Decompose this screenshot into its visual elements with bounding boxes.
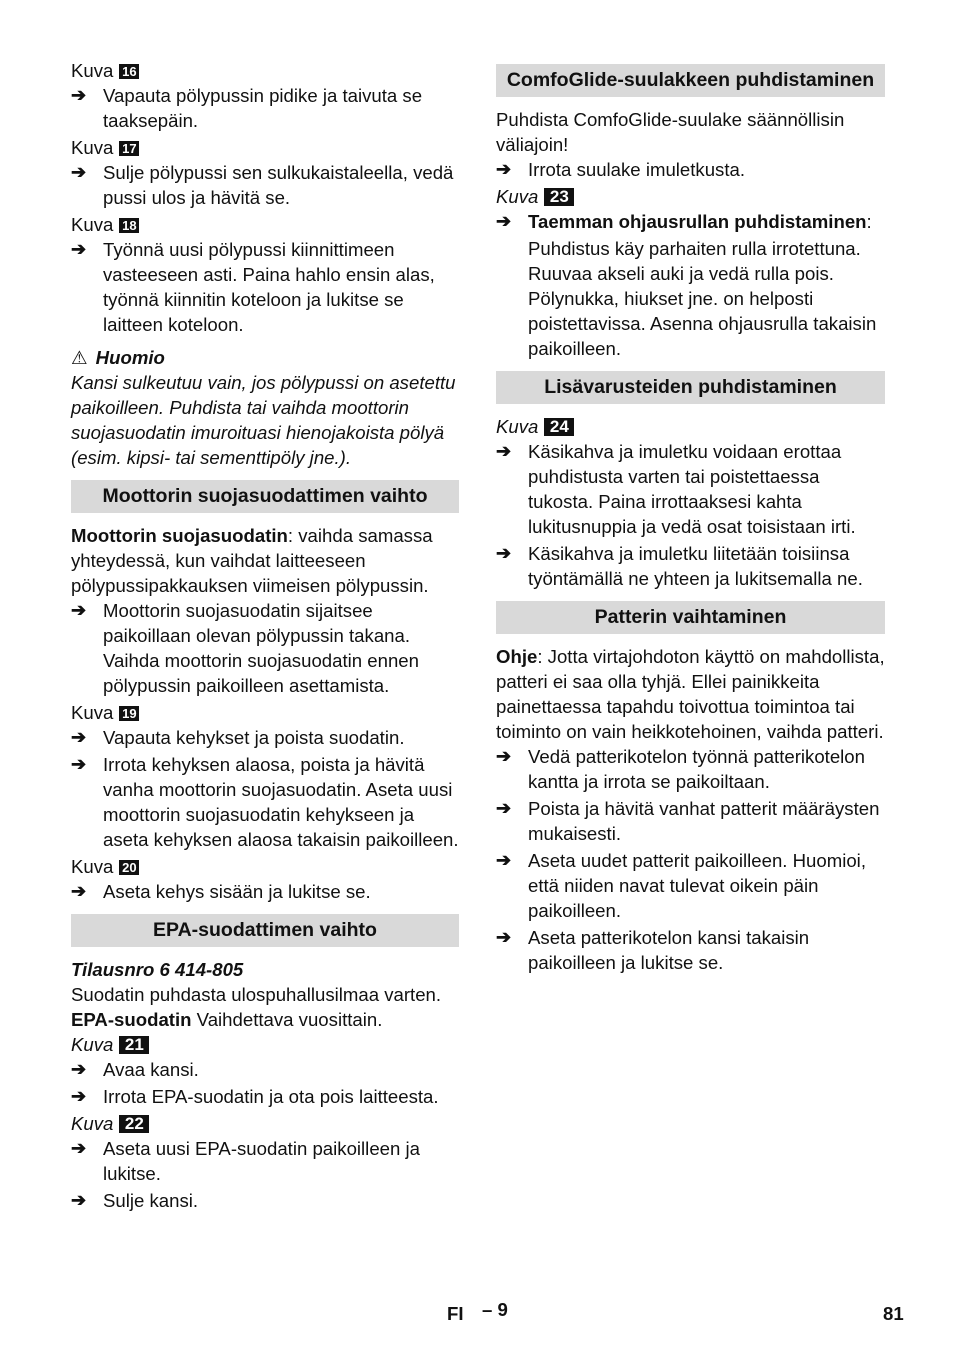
arrow-icon: ➔: [71, 239, 87, 259]
order-number: Tilausnro 6 414-805: [71, 959, 244, 980]
arrow-icon: ➔: [71, 162, 87, 182]
arrow-icon: ➔: [496, 798, 512, 818]
section-heading-epa-filter: EPA-suodattimen vaihto: [71, 914, 459, 947]
list-item: ➔ Vapauta pölypussin pidike ja taivuta se taaksepäin.: [71, 85, 423, 131]
comfoglide-intro: Puhdista ComfoGlide-suulake säännöllisin väliajoin!: [496, 109, 845, 155]
list-item: ➔ Irrota EPA-suodatin ja ota pois laitteesta.: [71, 1086, 439, 1107]
list-item: ➔ Käsikahva ja imuletku voidaan erottaa puhdistusta varten tai poistettaessa tukosta. Paina irrottaaksesi kahta lukitusnuppia ja vedä osat toisistaan irti.: [496, 441, 856, 537]
right-column: [496, 58, 885, 977]
arrow-icon: ➔: [496, 543, 512, 563]
figure-ref-22: Kuva 22: [71, 1111, 459, 1136]
section-heading-battery: Patterin vaihtaminen: [496, 601, 885, 634]
roller-cleaning-text: Puhdistus käy parhaiten rulla irrotettuna. Ruuvaa akseli auki ja vedä rulla pois. Pölynukka, hiukset jne. on helposti poistettavissa. Asenna ohjausrulla takaisin paikoilleen.: [528, 238, 877, 359]
arrow-icon: ➔: [496, 441, 512, 461]
list-item: ➔ Irrota kehyksen alaosa, poista ja hävitä vanha moottorin suojasuodatin. Aseta uusi moottorin suojasuodatin kehykseen ja aseta kehyksen alaosa takaisin paikoilleen.: [71, 754, 459, 850]
list-item: ➔ Käsikahva ja imuletku liitetään toisiinsa työntämällä ne yhteen ja lukitsemalla ne.: [496, 543, 863, 589]
arrow-icon: ➔: [71, 1059, 87, 1079]
list-item: ➔ Irrota suulake imuletkusta.: [496, 159, 746, 180]
figure-ref-17: Kuva 17: [71, 135, 459, 160]
list-item: ➔ Moottorin suojasuodatin sijaitsee paikoillaan olevan pölypussin takana. Vaihda moottorin suojasuodatin ennen pölypussin paikoilleen asettamista.: [71, 600, 419, 696]
figure-ref-20: Kuva 20: [71, 854, 459, 879]
section-heading-motor-filter: Moottorin suojasuodattimen vaihto: [71, 480, 459, 513]
language-code: FI: [447, 1303, 464, 1324]
arrow-icon: ➔: [496, 746, 512, 766]
epa-interval: EPA-suodatin Vaihdettava vuosittain.: [71, 1009, 383, 1030]
list-item: ➔ Vapauta kehykset ja poista suodatin.: [71, 727, 405, 748]
list-item: ➔ Aseta uudet patterit paikoilleen. Huomioi, että niiden navat tulevat oikein päin paikoilleen.: [496, 850, 866, 921]
warning-text: Kansi sulkeutuu vain, jos pölypussi on asetettu paikoilleen. Puhdista tai vaihda moottorin suojasuodatin imuroituasi hienojakoista pölyä (esim. kipsi- tai sementtipöly jne.).: [71, 372, 456, 468]
list-item: ➔ Aseta patterikotelon kansi takaisin paikoilleen ja lukitse se.: [496, 927, 810, 973]
list-item: ➔ Työnnä uusi pölypussi kiinnittimeen vasteeseen asti. Paina hahlo ensin alas, työnnä kiinnitin koteloon ja lukitse se laitteen koteloon.: [71, 239, 435, 335]
list-item: ➔ Aseta uusi EPA-suodatin paikoilleen ja lukitse.: [71, 1138, 420, 1184]
list-item: ➔ Taemman ohjausrullan puhdistaminen:: [496, 211, 872, 232]
figure-ref-21: Kuva 21: [71, 1032, 459, 1057]
left-column: [71, 58, 459, 1215]
arrow-icon: ➔: [496, 850, 512, 870]
list-item: ➔ Sulje kansi.: [71, 1190, 199, 1211]
arrow-icon: ➔: [71, 1190, 87, 1210]
warning-icon: ⚠: [71, 347, 88, 368]
page-number: 81: [883, 1303, 904, 1324]
section-page-number: – 9: [482, 1299, 508, 1320]
arrow-icon: ➔: [71, 727, 87, 747]
arrow-icon: ➔: [71, 85, 87, 105]
arrow-icon: ➔: [71, 1138, 87, 1158]
battery-note: Ohje: Jotta virtajohdoton käyttö on mahdollista, patteri ei saa olla tyhjä. Ellei painikkeita painettaessa tapahdu toivottua toimintoa tai toiminto on vain heikkotehoinen, vaihda patteri.: [496, 646, 885, 742]
figure-ref-24: Kuva 24: [496, 414, 885, 439]
arrow-icon: ➔: [71, 1086, 87, 1106]
arrow-icon: ➔: [71, 881, 87, 901]
arrow-icon: ➔: [71, 754, 87, 774]
arrow-icon: ➔: [71, 600, 87, 620]
figure-ref-19: Kuva 19: [71, 700, 459, 725]
figure-ref-16: Kuva 16: [71, 58, 459, 83]
list-item: ➔ Vedä patterikotelon työnnä patterikotelon kantta ja irrota se paikoiltaan.: [496, 746, 865, 792]
figure-ref-23: Kuva 23: [496, 184, 885, 209]
list-item: ➔ Aseta kehys sisään ja lukitse se.: [71, 881, 371, 902]
motor-filter-intro: Moottorin suojasuodatin: vaihda samassa yhteydessä, kun vaihdat laitteeseen pölypussipakkauksen viimeisen pölypussin.: [71, 525, 433, 596]
list-item: ➔ Avaa kansi.: [71, 1059, 199, 1080]
figure-ref-18: Kuva 18: [71, 212, 459, 237]
list-item: ➔ Sulje pölypussi sen sulkukaistaleella, vedä pussi ulos ja hävitä se.: [71, 162, 454, 208]
list-item: ➔ Poista ja hävitä vanhat patterit määräysten mukaisesti.: [496, 798, 880, 844]
arrow-icon: ➔: [496, 211, 512, 231]
warning-title: ⚠ Huomio: [71, 347, 165, 368]
arrow-icon: ➔: [496, 927, 512, 947]
section-heading-comfoglide: ComfoGlide-suulakkeen puhdistaminen: [496, 64, 885, 97]
section-heading-accessories: Lisävarusteiden puhdistaminen: [496, 371, 885, 404]
epa-description: Suodatin puhdasta ulospuhallusilmaa varten.: [71, 984, 442, 1005]
arrow-icon: ➔: [496, 159, 512, 179]
